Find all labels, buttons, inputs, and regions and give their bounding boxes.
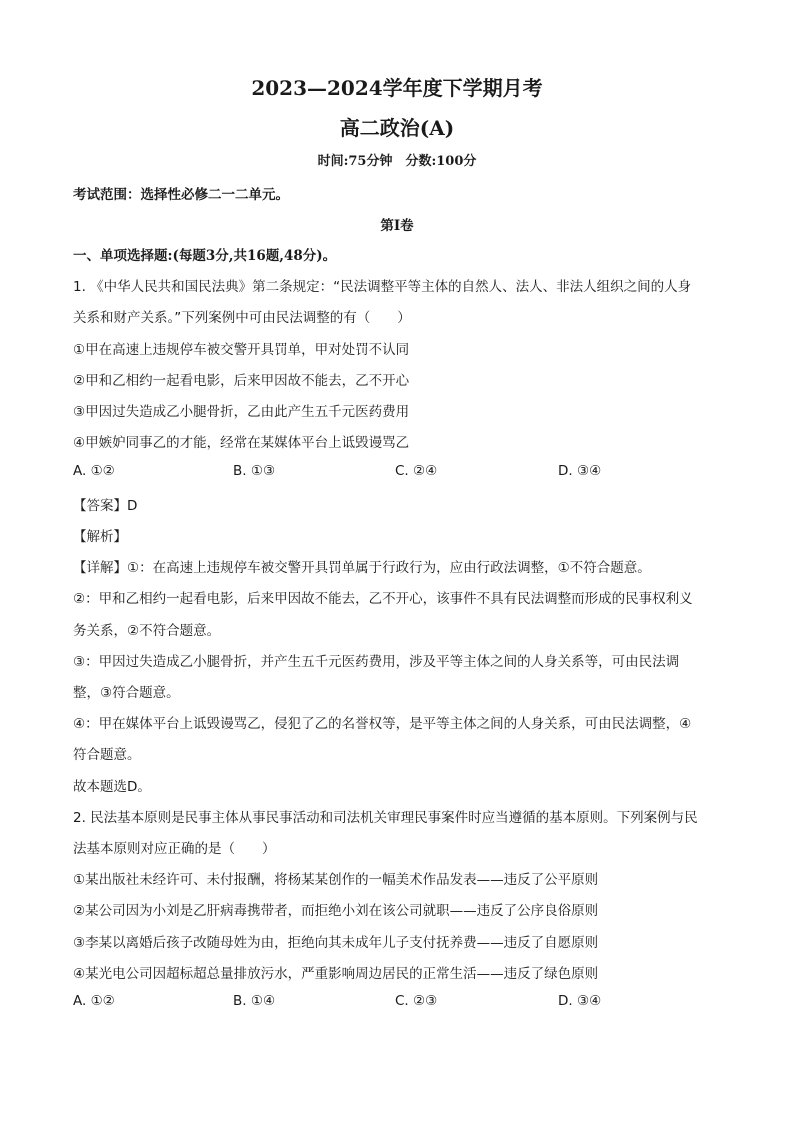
q2-stem-line2: 法基本原则对应正确的是（ ） <box>73 841 276 857</box>
q2-item-3: ③李某以离婚后孩子改随母姓为由，拒绝向其未成年儿子支付抚养费——违反了自愿原则 <box>73 935 599 951</box>
q1-option-a: A. ①② <box>73 463 115 479</box>
section-heading: 一、单项选择题:(每题3分,共16题,48分)。 <box>73 248 337 264</box>
q2-option-b: B. ①④ <box>233 993 276 1009</box>
q1-item-3: ③甲因过失造成乙小腿骨折，乙由此产生五千元医药费用 <box>73 404 410 420</box>
q1-detail-6: ④：甲在媒体平台上诋毁谩骂乙，侵犯了乙的名誉权等，是平等主体之间的人身关系，可由民法调整，④ <box>73 716 692 732</box>
q1-item-4: ④甲嫉妒同事乙的才能，经常在某媒体平台上诋毁谩骂乙 <box>73 435 410 451</box>
q1-detail-8: 故本题选D。 <box>73 779 151 795</box>
q1-stem-line1: 1. 《中华人民共和国民法典》第二条规定：“民法调整平等主体的自然人、法人、非法人组织之间的人身 <box>73 279 692 295</box>
q1-option-d: D. ③④ <box>558 463 602 479</box>
q1-detail-4: ③：甲因过失造成乙小腿骨折，并产生五千元医药费用，涉及平等主体之间的人身关系等，可由民法调 <box>73 654 680 670</box>
q2-option-d: D. ③④ <box>558 993 602 1009</box>
q1-detail-1: 【详解】①：在高速上违规停车被交警开具罚单属于行政行为，应由行政法调整，①不符合题意。 <box>73 560 651 576</box>
exam-title: 2023—2024学年度下学期月考 <box>251 76 543 100</box>
q1-detail-7: 符合题意。 <box>73 747 141 763</box>
q1-detail-5: 整，③符合题意。 <box>73 685 180 701</box>
q1-option-b: B. ①③ <box>233 463 276 479</box>
q2-stem-line1: 2. 民法基本原则是民事主体从事民事活动和司法机关审理民事案件时应当遵循的基本原则。下列案例与民 <box>73 810 698 826</box>
q2-option-c: C. ②③ <box>395 993 438 1009</box>
q1-detail-3: 务关系，②不符合题意。 <box>73 623 221 639</box>
q2-option-a: A. ①② <box>73 993 115 1009</box>
q1-stem-line2: 关系和财产关系。”下列案例中可由民法调整的有（ ） <box>73 310 411 326</box>
q1-answer: 【答案】D <box>73 498 138 514</box>
exam-scope: 考试范围：选择性必修二一二单元。 <box>73 187 289 203</box>
q2-item-2: ②某公司因为小刘是乙肝病毒携带者，而拒绝小刘在该公司就职——违反了公序良俗原则 <box>73 903 599 919</box>
q2-item-1: ①某出版社未经许可、未付报酬，将杨某某创作的一幅美术作品发表——违反了公平原则 <box>73 872 599 888</box>
q1-item-1: ①甲在高速上违规停车被交警开具罚单，甲对处罚不认同 <box>73 342 410 358</box>
q1-analysis-label: 【解析】 <box>73 529 127 545</box>
q2-item-4: ④某光电公司因超标超总量排放污水，严重影响周边居民的正常生活——违反了绿色原则 <box>73 966 599 982</box>
volume-heading: 第Ⅰ卷 <box>380 218 414 234</box>
q1-detail-2: ②：甲和乙相约一起看电影，后来甲因故不能去，乙不开心，该事件不具有民法调整而形成的民事权利义 <box>73 591 693 607</box>
exam-subtitle: 高二政治(A) <box>339 116 455 140</box>
q1-item-2: ②甲和乙相约一起看电影，后来甲因故不能去，乙不开心 <box>73 373 410 389</box>
exam-meta: 时间:75分钟 分数:100分 <box>317 154 477 169</box>
q1-option-c: C. ②④ <box>395 463 438 479</box>
